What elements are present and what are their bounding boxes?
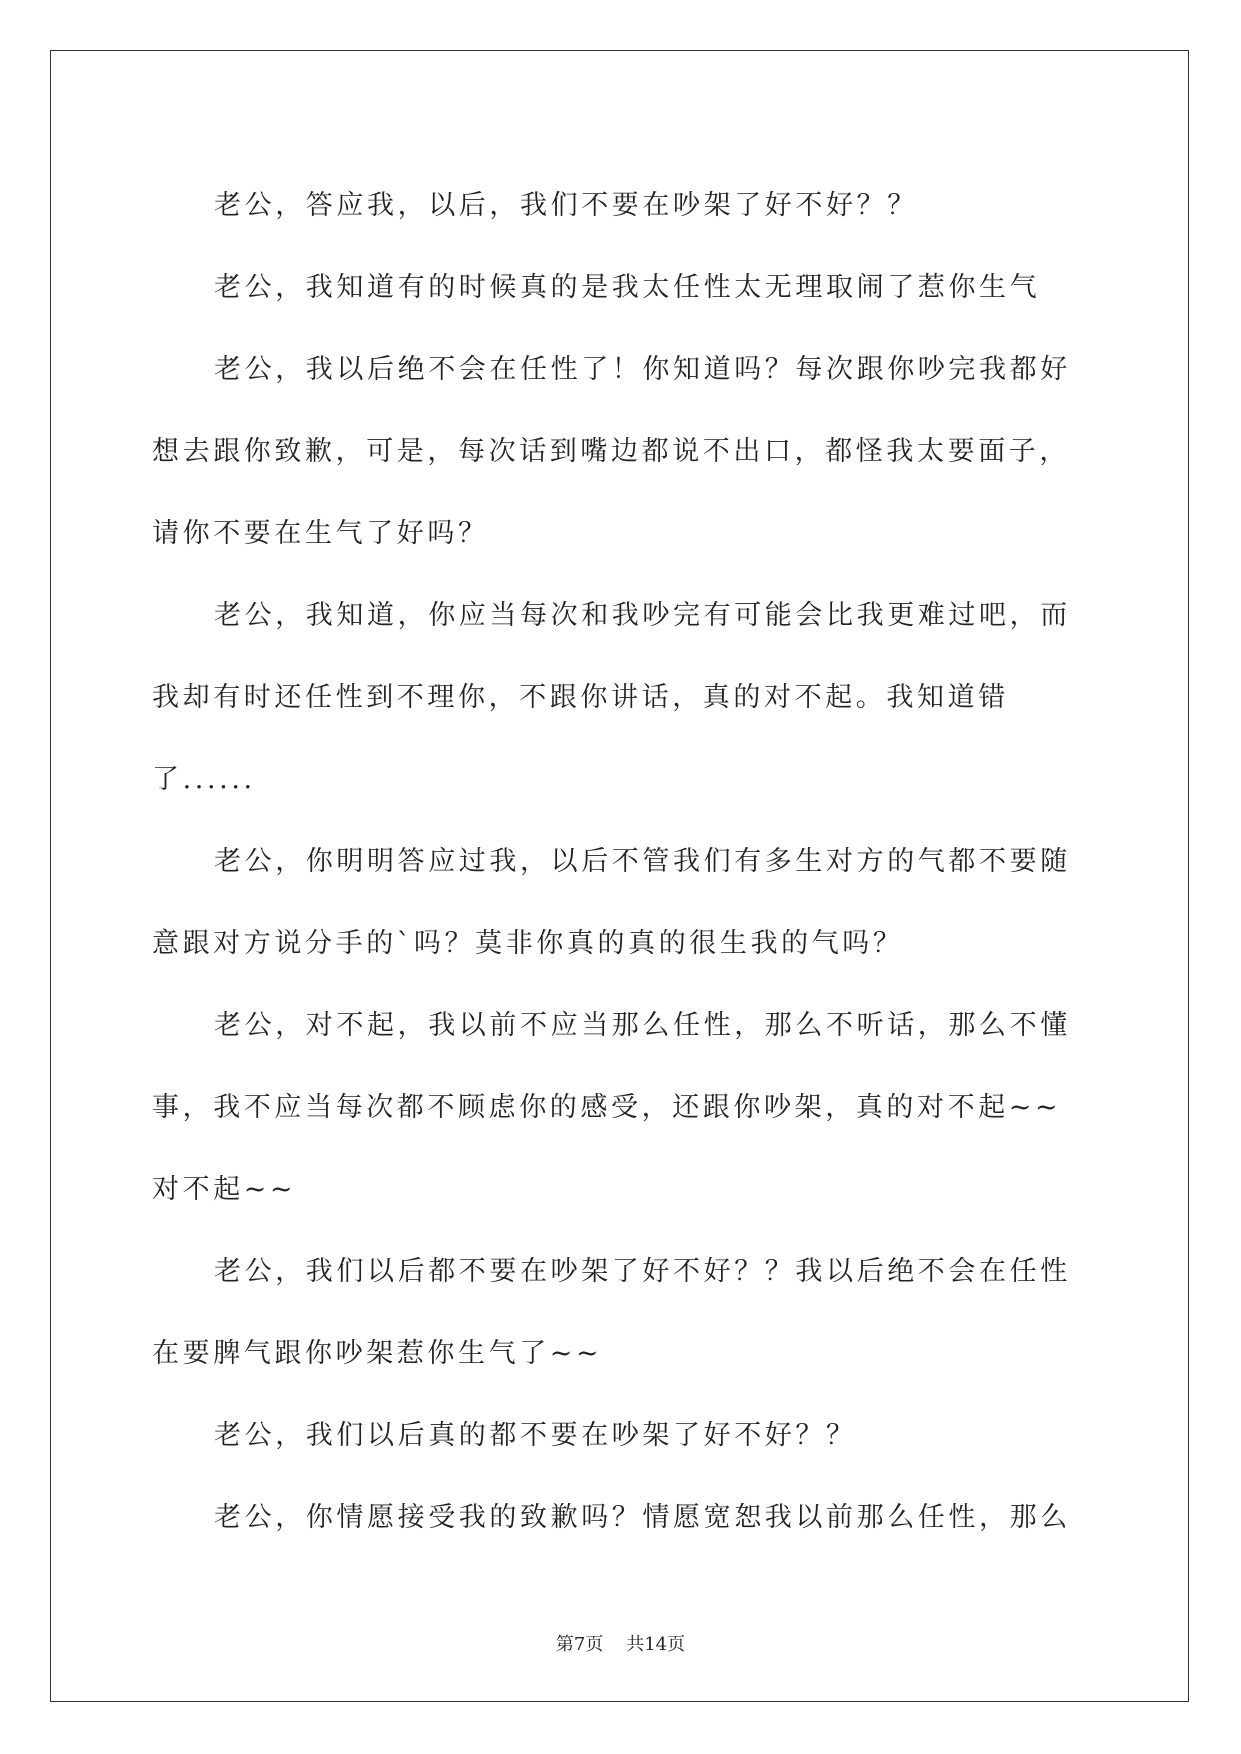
page-footer — [0, 1630, 1241, 1656]
paragraph: 老公，我们以后都不要在吵架了好不好？？我以后绝不会在任性在要脾气跟你吵架惹你生气了~~ — [152, 1256, 1071, 1369]
document-body — [152, 165, 1090, 1559]
paragraph: 老公，我们以后真的都不要在吵架了好不好？？ — [214, 1420, 857, 1451]
paragraph: 老公，我以后绝不会在任性了！你知道吗？每次跟你吵完我都好想去跟你致歉，可是，每次话到嘴边都说不出口，都怪我太要面子，请你不要在生气了好吗？ — [152, 354, 1071, 549]
paragraph: 老公，我知道，你应当每次和我吵完有可能会比我更难过吧，而我却有时还任性到不理你，不跟你讲话，真的对不起。我知道错了...... — [152, 600, 1071, 795]
footer-spacer — [603, 1634, 626, 1655]
paragraph: 老公，对不起，我以前不应当那么任性，那么不听话，那么不懂事，我不应当每次都不顾虑你的感受，还跟你吵架，真的对不起~~对不起~~ — [152, 1010, 1071, 1205]
paragraph: 老公，你情愿接受我的致歉吗？情愿宽恕我以前那么任性，那么 — [214, 1502, 1071, 1533]
paragraph: 老公，我知道有的时候真的是我太任性太无理取闹了惹你生气 — [214, 272, 1041, 303]
total-pages: 共14页 — [626, 1634, 686, 1655]
paragraph: 老公，你明明答应过我，以后不管我们有多生对方的气都不要随意跟对方说分手的`吗？莫非你真的真的很生我的气吗？ — [152, 846, 1071, 959]
page-number: 第7页 — [555, 1634, 604, 1655]
paragraph: 老公，答应我，以后，我们不要在吵架了好不好？？ — [214, 190, 918, 221]
